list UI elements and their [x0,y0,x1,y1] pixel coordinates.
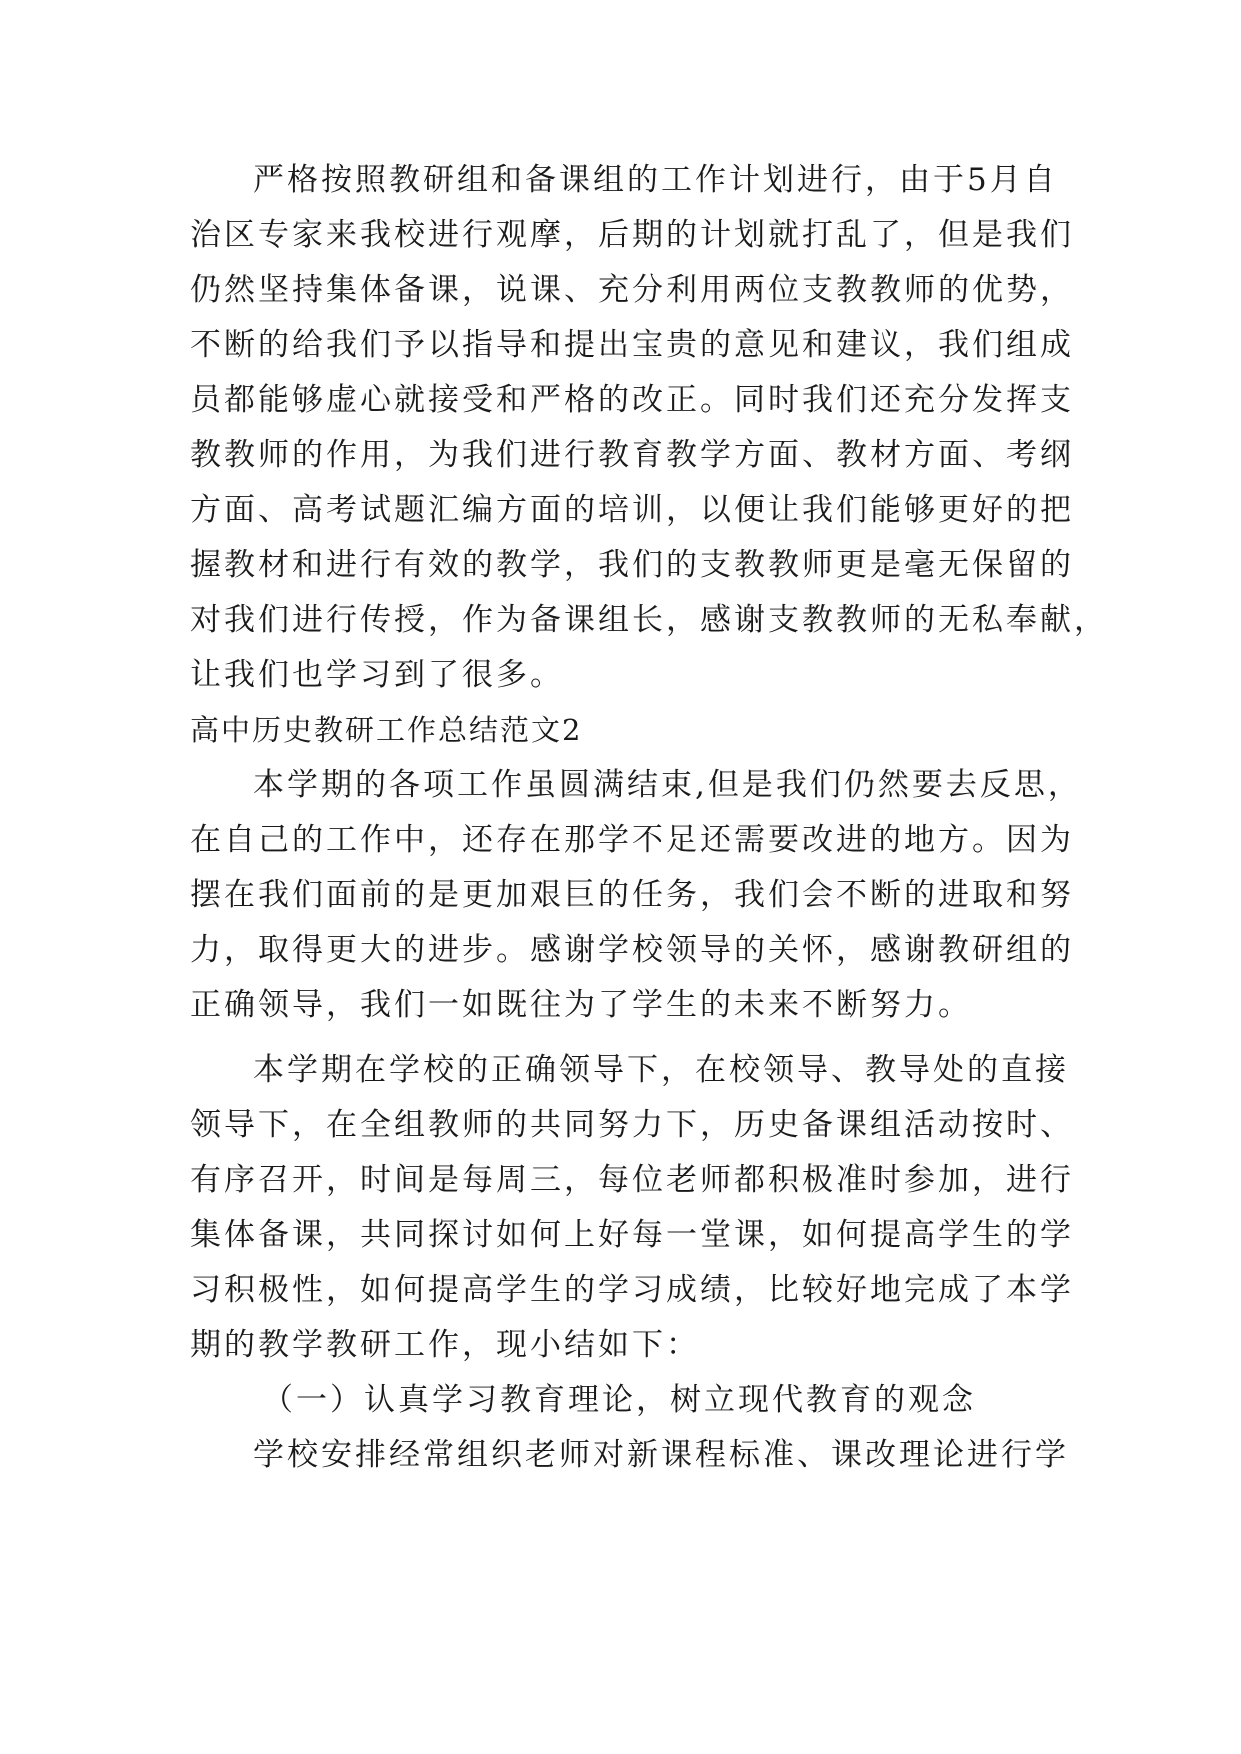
paragraph-line: 握教材和进行有效的教学，我们的支教教师更是毫无保留的 [190,547,1074,583]
paragraph-line: 有序召开，时间是每周三，每位老师都积极准时参加，进行 [190,1162,1074,1198]
paragraph-line: 力，取得更大的进步。感谢学校领导的关怀，感谢教研组的 [190,932,1074,968]
paragraph-line: 员都能够虚心就接受和严格的改正。同时我们还充分发挥支 [190,382,1074,418]
paragraph-line: 本学期在学校的正确领导下，在校领导、教导处的直接 [253,1052,1069,1088]
paragraph-line: 治区专家来我校进行观摩，后期的计划就打乱了，但是我们 [190,217,1074,253]
paragraph-line: 学校安排经常组织老师对新课程标准、课改理论进行学 [253,1437,1069,1473]
paragraph-line: 让我们也学习到了很多。 [190,657,564,693]
paragraph-line: 正确领导，我们一如既往为了学生的未来不断努力。 [190,987,972,1023]
paragraph-line: 在自己的工作中，还存在那学不足还需要改进的地方。因为 [190,822,1074,858]
paragraph-line: 严格按照教研组和备课组的工作计划进行，由于5月自 [253,162,1058,198]
section-heading: 高中历史教研工作总结范文2 [190,713,583,747]
paragraph-line: 对我们进行传授，作为备课组长，感谢支教教师的无私奉献， [190,602,1108,638]
paragraph-line: 摆在我们面前的是更加艰巨的任务，我们会不断的进取和努 [190,877,1074,913]
paragraph-line: 期的教学教研工作，现小结如下： [190,1327,700,1363]
paragraph-line: 方面、高考试题汇编方面的培训，以便让我们能够更好的把 [190,492,1074,528]
paragraph-line: 仍然坚持集体备课，说课、充分利用两位支教教师的优势， [190,272,1074,308]
paragraph-line: 领导下，在全组教师的共同努力下，历史备课组活动按时、 [190,1107,1074,1143]
paragraph-line: 教教师的作用，为我们进行教育教学方面、教材方面、考纲 [190,437,1074,473]
paragraph-line: 集体备课，共同探讨如何上好每一堂课，如何提高学生的学 [190,1217,1074,1253]
paragraph-line: 不断的给我们予以指导和提出宝贵的意见和建议，我们组成 [190,327,1074,363]
subsection-heading: （一）认真学习教育理论，树立现代教育的观念 [262,1382,976,1418]
paragraph-line: 习积极性，如何提高学生的学习成绩，比较好地完成了本学 [190,1272,1074,1308]
paragraph-line: 本学期的各项工作虽圆满结束,但是我们仍然要去反思， [253,767,1082,803]
